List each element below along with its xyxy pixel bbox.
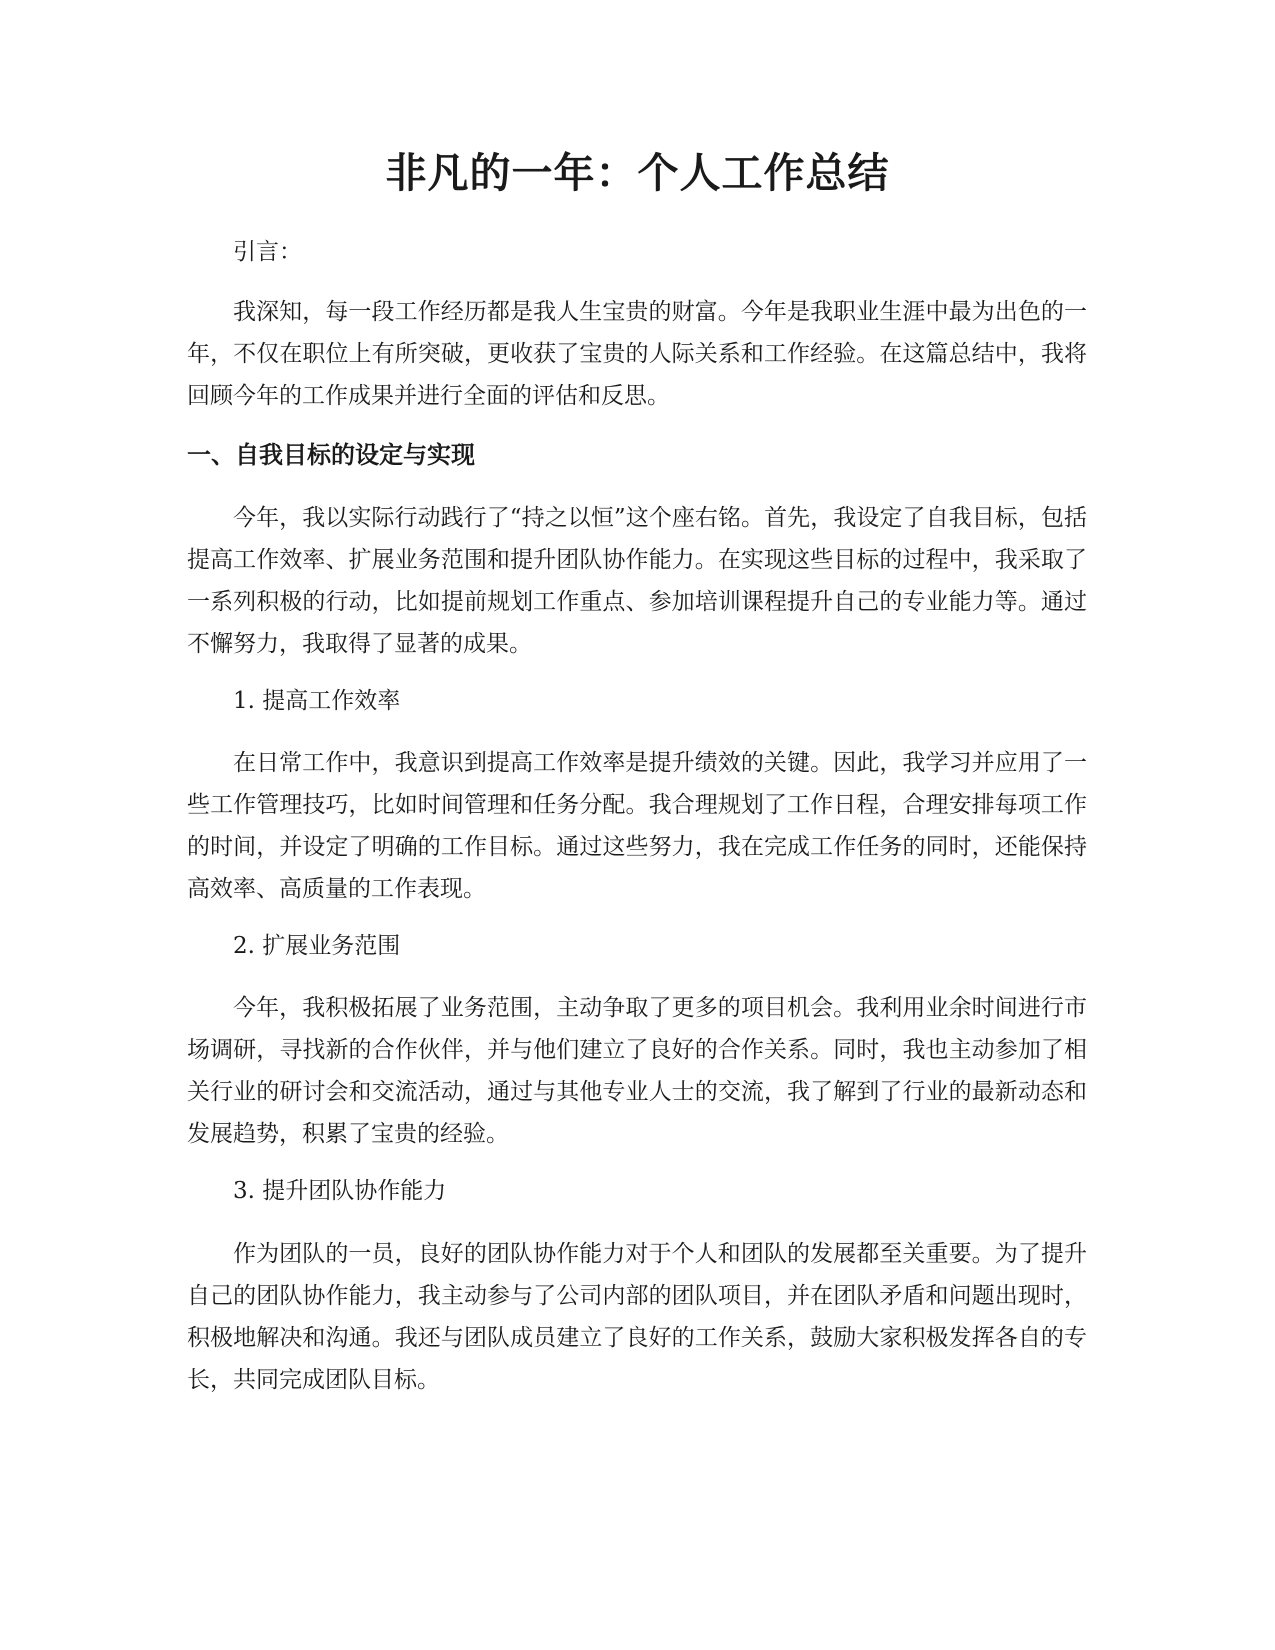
section-heading: 一、自我目标的设定与实现 [187, 441, 475, 469]
document-title: 非凡的一年：个人工作总结 [385, 149, 890, 197]
item-paragraph-efficiency: 在日常工作中，我意识到提高工作效率是提升绩效的关键。因此，我学习并应用了一些工作管理技巧，比如时间管理和任务分配。我合理规划了工作日程，合理安排每项工作的时间，并设定了明确的工作目标。通过这些努力，我在完成工作任务的同时，还能保持高效率、高质量的工作表现。 [187, 750, 1087, 902]
item-label-teamwork: 3. 提升团队协作能力 [233, 1178, 447, 1204]
item-label-efficiency: 1. 提高工作效率 [233, 688, 401, 714]
intro-paragraph: 我深知，每一段工作经历都是我人生宝贵的财富。今年是我职业生涯中最为出色的一年，不仅在职位上有所突破，更收获了宝贵的人际关系和工作经验。在这篇总结中，我将回顾今年的工作成果并进行全面的评估和反思。 [187, 299, 1087, 409]
item-paragraph-business: 今年，我积极拓展了业务范围，主动争取了更多的项目机会。我利用业余时间进行市场调研，寻找新的合作伙伴，并与他们建立了良好的合作关系。同时，我也主动参加了相关行业的研讨会和交流活动，通过与其他专业人士的交流，我了解到了行业的最新动态和发展趋势，积累了宝贵的经验。 [187, 995, 1087, 1147]
section-paragraph: 今年，我以实际行动践行了“持之以恒”这个座右铭。首先，我设定了自我目标，包括提高工作效率、扩展业务范围和提升团队协作能力。在实现这些目标的过程中，我采取了一系列积极的行动，比如提前规划工作重点、参加培训课程提升自己的专业能力等。通过不懈努力，我取得了显著的成果。 [187, 505, 1087, 657]
item-label-business: 2. 扩展业务范围 [233, 933, 401, 959]
item-paragraph-teamwork: 作为团队的一员，良好的团队协作能力对于个人和团队的发展都至关重要。为了提升自己的团队协作能力，我主动参与了公司内部的团队项目，并在团队矛盾和问题出现时，积极地解决和沟通。我还与团队成员建立了良好的工作关系，鼓励大家积极发挥各自的专长，共同完成团队目标。 [187, 1241, 1087, 1393]
intro-label: 引言： [233, 239, 302, 265]
